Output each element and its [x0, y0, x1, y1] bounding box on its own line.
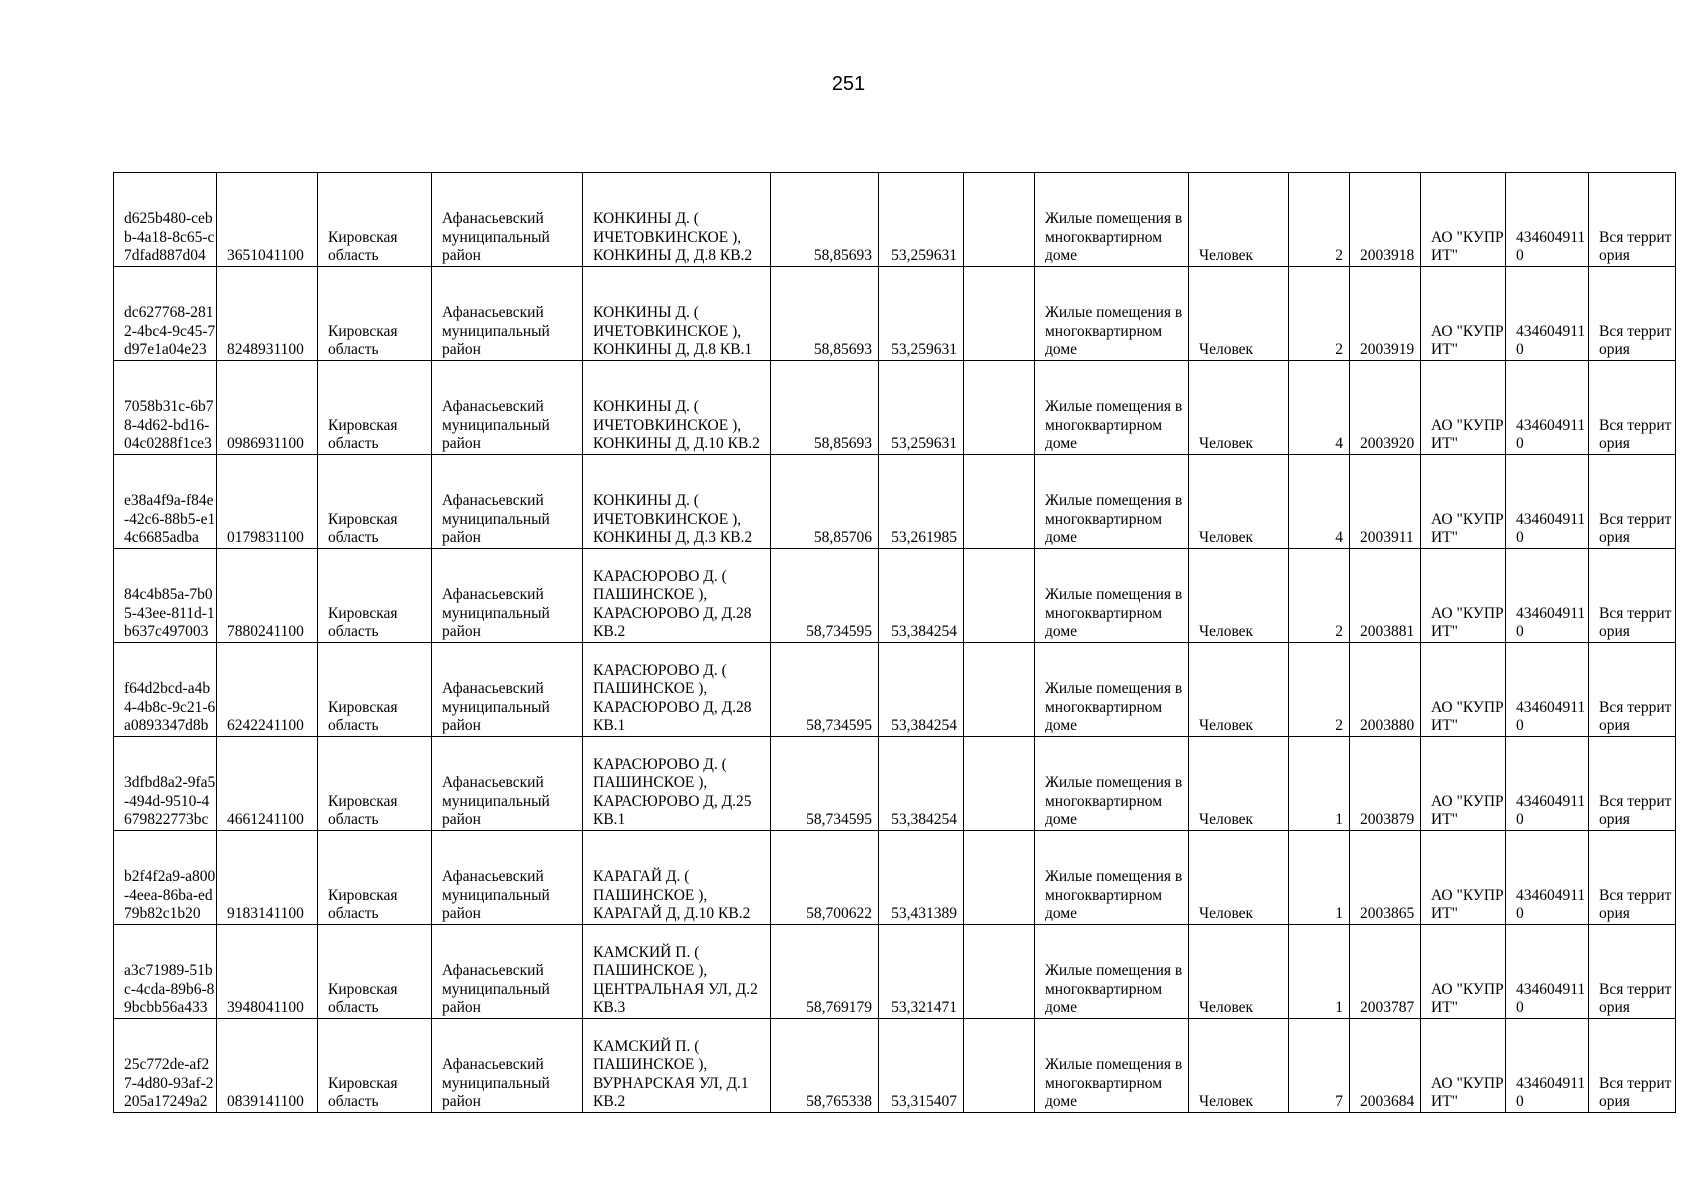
cell-address: КАРАГАЙ Д. ( ПАШИНСКОЕ ), КАРАГАЙ Д, Д.10 КВ.2: [583, 831, 771, 925]
cell-number: 2003881: [1350, 549, 1421, 643]
cell-record-id: 84c4b85a-7b05-43ee-811d-1b637c497003: [114, 549, 217, 643]
cell-organization: АО "КУПРИТ": [1421, 737, 1506, 831]
cell-organization: АО "КУПРИТ": [1421, 267, 1506, 361]
cell-address: КОНКИНЫ Д. ( ИЧЕТОВКИНСКОЕ ), КОНКИНЫ Д, Д.3 КВ.2: [583, 455, 771, 549]
cell-district: Афанасьевский муниципальный район: [432, 267, 583, 361]
cell-organization: АО "КУПРИТ": [1421, 361, 1506, 455]
cell-category: Жилые помещения в многоквартирном доме: [1035, 737, 1189, 831]
cell-territory: Вся территория: [1589, 455, 1676, 549]
cell-address: КАМСКИЙ П. ( ПАШИНСКОЕ ), ЦЕНТРАЛЬНАЯ УЛ, Д.2 КВ.3: [583, 925, 771, 1019]
cell-code: 7880241100: [217, 549, 318, 643]
table-row: [114, 925, 1676, 1019]
cell-latitude: 58,85693: [771, 173, 879, 267]
cell-territory: Вся территория: [1589, 831, 1676, 925]
cell-empty: [964, 455, 1035, 549]
cell-organization: АО "КУПРИТ": [1421, 455, 1506, 549]
table-row: [114, 549, 1676, 643]
cell-longitude: 53,384254: [879, 737, 964, 831]
cell-address: КАРАСЮРОВО Д. ( ПАШИНСКОЕ ), КАРАСЮРОВО Д, Д.28 КВ.2: [583, 549, 771, 643]
cell-record-id: 7058b31c-6b78-4d62-bd16-04c0288f1ce3: [114, 361, 217, 455]
cell-record-id: 3dfbd8a2-9fa5-494d-9510-4679822773bc: [114, 737, 217, 831]
cell-code: 8248931100: [217, 267, 318, 361]
table-row: [114, 737, 1676, 831]
cell-count: 2: [1289, 267, 1350, 361]
cell-longitude: 53,259631: [879, 361, 964, 455]
cell-category: Жилые помещения в многоквартирном доме: [1035, 925, 1189, 1019]
cell-territory: Вся территория: [1589, 549, 1676, 643]
table-row: [114, 455, 1676, 549]
cell-record-id: dc627768-2812-4bc4-9c45-7d97e1a04e23: [114, 267, 217, 361]
cell-latitude: 58,734595: [771, 643, 879, 737]
cell-unit: Человек: [1189, 737, 1289, 831]
cell-district: Афанасьевский муниципальный район: [432, 831, 583, 925]
cell-region: Кировская область: [318, 173, 432, 267]
cell-address: КОНКИНЫ Д. ( ИЧЕТОВКИНСКОЕ ), КОНКИНЫ Д, Д.10 КВ.2: [583, 361, 771, 455]
cell-record-id: f64d2bcd-a4b4-4b8c-9c21-6a0893347d8b: [114, 643, 217, 737]
cell-record-id: a3c71989-51bc-4cda-89b6-89bcbb56a433: [114, 925, 217, 1019]
cell-unit: Человек: [1189, 173, 1289, 267]
cell-address: КОНКИНЫ Д. ( ИЧЕТОВКИНСКОЕ ), КОНКИНЫ Д, Д.8 КВ.1: [583, 267, 771, 361]
cell-inn: 4346049110: [1506, 925, 1589, 1019]
page-number: 251: [831, 73, 866, 95]
cell-number: 2003920: [1350, 361, 1421, 455]
cell-district: Афанасьевский муниципальный район: [432, 455, 583, 549]
cell-record-id: d625b480-cebb-4a18-8c65-c7dfad887d04: [114, 173, 217, 267]
cell-address: КОНКИНЫ Д. ( ИЧЕТОВКИНСКОЕ ), КОНКИНЫ Д, Д.8 КВ.2: [583, 173, 771, 267]
cell-region: Кировская область: [318, 643, 432, 737]
cell-number: 2003879: [1350, 737, 1421, 831]
cell-count: 4: [1289, 455, 1350, 549]
cell-category: Жилые помещения в многоквартирном доме: [1035, 549, 1189, 643]
cell-district: Афанасьевский муниципальный район: [432, 925, 583, 1019]
cell-inn: 4346049110: [1506, 1019, 1589, 1113]
cell-region: Кировская область: [318, 549, 432, 643]
cell-longitude: 53,261985: [879, 455, 964, 549]
cell-longitude: 53,315407: [879, 1019, 964, 1113]
cell-district: Афанасьевский муниципальный район: [432, 1019, 583, 1113]
cell-latitude: 58,85693: [771, 361, 879, 455]
cell-number: 2003787: [1350, 925, 1421, 1019]
cell-longitude: 53,321471: [879, 925, 964, 1019]
cell-empty: [964, 831, 1035, 925]
cell-code: 9183141100: [217, 831, 318, 925]
cell-count: 1: [1289, 737, 1350, 831]
cell-empty: [964, 267, 1035, 361]
cell-number: 2003918: [1350, 173, 1421, 267]
cell-district: Афанасьевский муниципальный район: [432, 737, 583, 831]
cell-latitude: 58,734595: [771, 737, 879, 831]
table-row: [114, 173, 1676, 267]
cell-unit: Человек: [1189, 549, 1289, 643]
cell-empty: [964, 173, 1035, 267]
cell-region: Кировская область: [318, 925, 432, 1019]
cell-unit: Человек: [1189, 831, 1289, 925]
cell-code: 4661241100: [217, 737, 318, 831]
cell-category: Жилые помещения в многоквартирном доме: [1035, 361, 1189, 455]
cell-region: Кировская область: [318, 1019, 432, 1113]
cell-inn: 4346049110: [1506, 173, 1589, 267]
cell-longitude: 53,259631: [879, 173, 964, 267]
cell-category: Жилые помещения в многоквартирном доме: [1035, 455, 1189, 549]
cell-address: КАРАСЮРОВО Д. ( ПАШИНСКОЕ ), КАРАСЮРОВО Д, Д.25 КВ.1: [583, 737, 771, 831]
cell-address: КАРАСЮРОВО Д. ( ПАШИНСКОЕ ), КАРАСЮРОВО Д, Д.28 КВ.1: [583, 643, 771, 737]
cell-record-id: b2f4f2a9-a800-4eea-86ba-ed79b82c1b20: [114, 831, 217, 925]
cell-latitude: 58,734595: [771, 549, 879, 643]
cell-unit: Человек: [1189, 925, 1289, 1019]
cell-unit: Человек: [1189, 1019, 1289, 1113]
cell-territory: Вся территория: [1589, 737, 1676, 831]
cell-code: 0986931100: [217, 361, 318, 455]
cell-inn: 4346049110: [1506, 831, 1589, 925]
cell-territory: Вся территория: [1589, 173, 1676, 267]
cell-category: Жилые помещения в многоквартирном доме: [1035, 173, 1189, 267]
table-row: [114, 361, 1676, 455]
cell-number: 2003911: [1350, 455, 1421, 549]
cell-category: Жилые помещения в многоквартирном доме: [1035, 1019, 1189, 1113]
cell-latitude: 58,700622: [771, 831, 879, 925]
cell-code: 6242241100: [217, 643, 318, 737]
cell-number: 2003684: [1350, 1019, 1421, 1113]
registry-table: [113, 172, 1676, 1113]
cell-unit: Человек: [1189, 361, 1289, 455]
cell-territory: Вся территория: [1589, 361, 1676, 455]
cell-inn: 4346049110: [1506, 455, 1589, 549]
cell-unit: Человек: [1189, 267, 1289, 361]
cell-latitude: 58,85706: [771, 455, 879, 549]
cell-count: 7: [1289, 1019, 1350, 1113]
cell-district: Афанасьевский муниципальный район: [432, 173, 583, 267]
cell-organization: АО "КУПРИТ": [1421, 549, 1506, 643]
cell-count: 4: [1289, 361, 1350, 455]
cell-region: Кировская область: [318, 455, 432, 549]
cell-latitude: 58,769179: [771, 925, 879, 1019]
cell-code: 0839141100: [217, 1019, 318, 1113]
cell-code: 3948041100: [217, 925, 318, 1019]
cell-territory: Вся территория: [1589, 267, 1676, 361]
cell-empty: [964, 737, 1035, 831]
cell-district: Афанасьевский муниципальный район: [432, 361, 583, 455]
cell-inn: 4346049110: [1506, 737, 1589, 831]
cell-empty: [964, 643, 1035, 737]
table-row: [114, 831, 1676, 925]
cell-district: Афанасьевский муниципальный район: [432, 549, 583, 643]
cell-organization: АО "КУПРИТ": [1421, 831, 1506, 925]
cell-region: Кировская область: [318, 737, 432, 831]
table-row: [114, 267, 1676, 361]
cell-unit: Человек: [1189, 643, 1289, 737]
cell-count: 2: [1289, 549, 1350, 643]
cell-latitude: 58,85693: [771, 267, 879, 361]
table-row: [114, 643, 1676, 737]
cell-organization: АО "КУПРИТ": [1421, 1019, 1506, 1113]
cell-region: Кировская область: [318, 361, 432, 455]
cell-empty: [964, 361, 1035, 455]
cell-code: 0179831100: [217, 455, 318, 549]
cell-category: Жилые помещения в многоквартирном доме: [1035, 831, 1189, 925]
cell-empty: [964, 925, 1035, 1019]
cell-organization: АО "КУПРИТ": [1421, 643, 1506, 737]
cell-longitude: 53,384254: [879, 549, 964, 643]
cell-district: Афанасьевский муниципальный район: [432, 643, 583, 737]
cell-number: 2003865: [1350, 831, 1421, 925]
table-row: [114, 1019, 1676, 1113]
cell-territory: Вся территория: [1589, 925, 1676, 1019]
cell-empty: [964, 549, 1035, 643]
cell-code: 3651041100: [217, 173, 318, 267]
cell-count: 2: [1289, 643, 1350, 737]
registry-table-body: [114, 173, 1676, 1113]
cell-longitude: 53,431389: [879, 831, 964, 925]
cell-record-id: e38a4f9a-f84e-42c6-88b5-e14c6685adba: [114, 455, 217, 549]
cell-territory: Вся территория: [1589, 1019, 1676, 1113]
cell-longitude: 53,384254: [879, 643, 964, 737]
cell-category: Жилые помещения в многоквартирном доме: [1035, 643, 1189, 737]
cell-inn: 4346049110: [1506, 267, 1589, 361]
cell-count: 1: [1289, 925, 1350, 1019]
cell-longitude: 53,259631: [879, 267, 964, 361]
cell-count: 2: [1289, 173, 1350, 267]
cell-count: 1: [1289, 831, 1350, 925]
cell-number: 2003880: [1350, 643, 1421, 737]
cell-latitude: 58,765338: [771, 1019, 879, 1113]
cell-inn: 4346049110: [1506, 361, 1589, 455]
cell-region: Кировская область: [318, 831, 432, 925]
cell-territory: Вся территория: [1589, 643, 1676, 737]
cell-inn: 4346049110: [1506, 549, 1589, 643]
cell-organization: АО "КУПРИТ": [1421, 925, 1506, 1019]
cell-category: Жилые помещения в многоквартирном доме: [1035, 267, 1189, 361]
cell-address: КАМСКИЙ П. ( ПАШИНСКОЕ ), ВУРНАРСКАЯ УЛ, Д.1 КВ.2: [583, 1019, 771, 1113]
cell-record-id: 25c772de-af27-4d80-93af-2205a17249a2: [114, 1019, 217, 1113]
cell-empty: [964, 1019, 1035, 1113]
cell-unit: Человек: [1189, 455, 1289, 549]
cell-number: 2003919: [1350, 267, 1421, 361]
cell-organization: АО "КУПРИТ": [1421, 173, 1506, 267]
cell-inn: 4346049110: [1506, 643, 1589, 737]
cell-region: Кировская область: [318, 267, 432, 361]
